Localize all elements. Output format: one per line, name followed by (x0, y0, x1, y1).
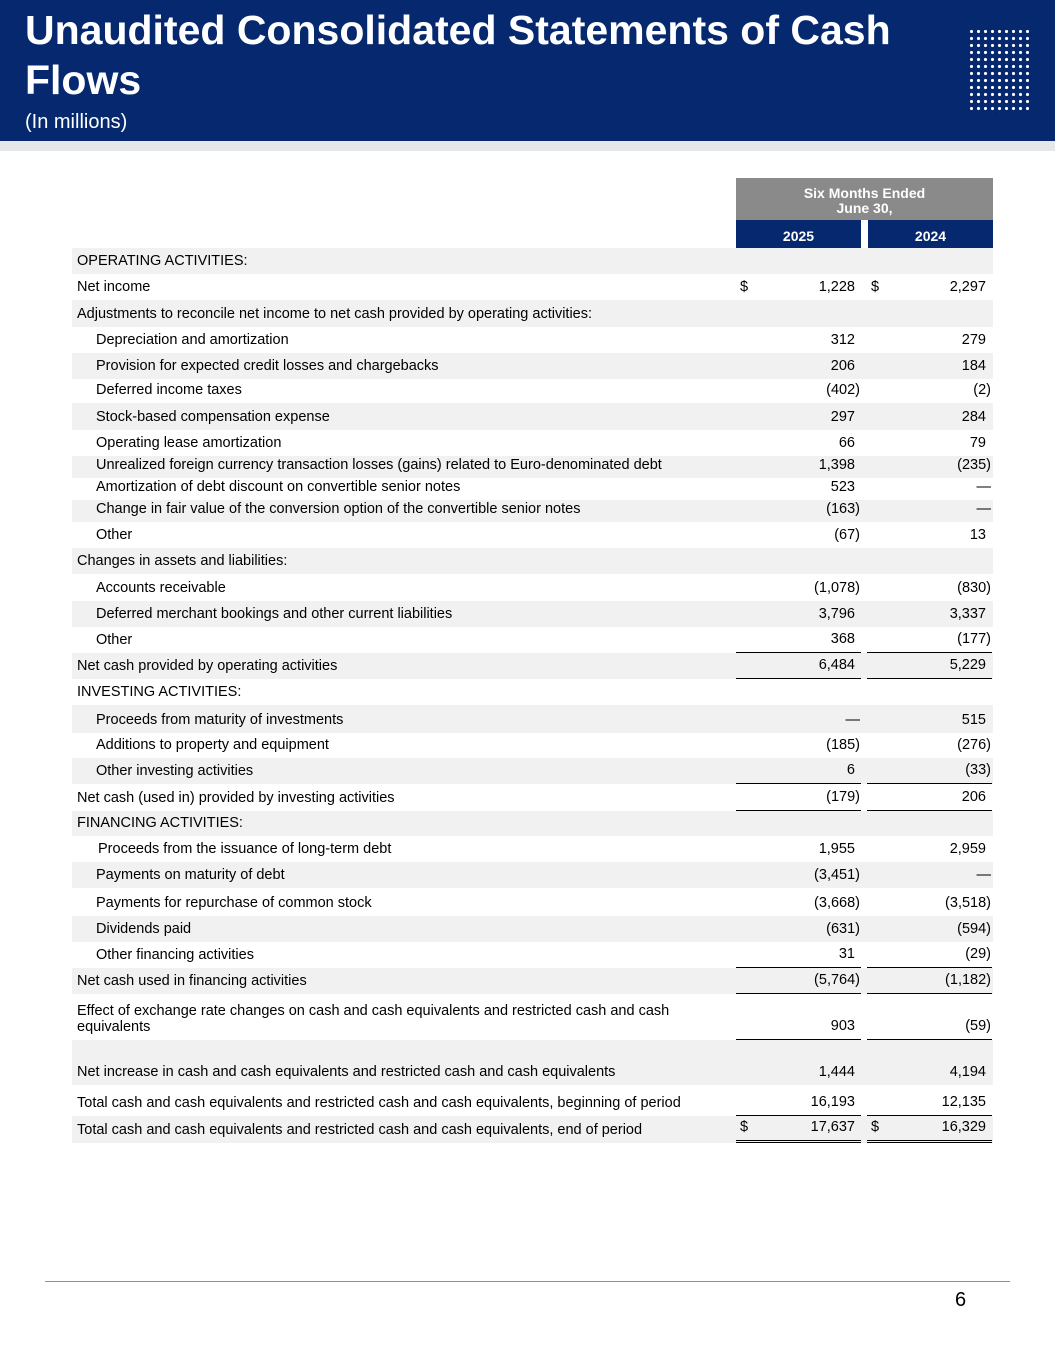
table-row (72, 1040, 993, 1085)
cell-value: 312 (830, 332, 855, 348)
table-row (72, 379, 993, 403)
page-header (0, 0, 1055, 141)
value-cell-2025 (736, 811, 861, 836)
column-header-2025: 2025 (736, 220, 861, 248)
table-row (72, 916, 993, 942)
row-label: Other financing activities (96, 947, 254, 963)
value-cell-2024 (867, 548, 992, 574)
cell-value: 31 (838, 946, 855, 962)
value-cell-2024 (867, 403, 992, 430)
cell-value: (830) (957, 580, 991, 596)
value-cell-2025 (736, 733, 861, 758)
value-cell-2025 (736, 784, 861, 811)
cell-value: 2,959 (949, 841, 986, 857)
table-row (72, 994, 993, 1040)
table-row (72, 574, 993, 601)
cell-value: 3,796 (818, 606, 855, 622)
value-cell-2024 (867, 300, 992, 327)
value-cell-2025 (736, 1116, 861, 1143)
cell-value: — (976, 479, 991, 495)
table-row (72, 784, 993, 811)
value-cell-2024 (867, 653, 992, 679)
period-label-line1: Six Months Ended (803, 185, 926, 201)
header-divider-band (0, 141, 1055, 151)
currency-symbol: $ (871, 279, 880, 295)
row-label: FINANCING ACTIVITIES: (77, 815, 243, 831)
table-row (72, 274, 993, 300)
table-row (72, 733, 993, 758)
value-cell-2025 (736, 942, 861, 968)
row-label: Stock-based compensation expense (96, 409, 330, 425)
table-row (72, 836, 993, 862)
row-label: Unrealized foreign currency transaction losses (gains) related to Euro-denominated debt (96, 457, 662, 473)
row-label: Other (96, 527, 133, 543)
value-cell-2024 (867, 836, 992, 862)
value-cell-2025 (736, 403, 861, 430)
value-cell-2025 (736, 862, 861, 888)
value-cell-2025 (736, 430, 861, 456)
table-row (72, 353, 993, 379)
value-cell-2024 (867, 942, 992, 968)
cell-value: (3,451) (814, 867, 860, 883)
table-row (72, 862, 993, 888)
page-subtitle: (In millions) (25, 111, 128, 133)
row-label: Proceeds from maturity of investments (96, 712, 344, 728)
row-label: INVESTING ACTIVITIES: (77, 684, 242, 700)
value-cell-2024 (867, 456, 992, 478)
row-label: Dividends paid (96, 921, 192, 937)
row-label: Net cash used in financing activities (77, 973, 307, 989)
value-cell-2025 (736, 274, 861, 300)
value-cell-2024 (867, 248, 992, 274)
value-cell-2024 (867, 733, 992, 758)
cell-value: (594) (957, 921, 991, 937)
cell-value: 297 (830, 409, 855, 425)
row-label: Amortization of debt discount on convertible senior notes (96, 479, 461, 495)
cell-value: 184 (961, 358, 986, 374)
value-cell-2025 (736, 248, 861, 274)
table-row (72, 500, 993, 522)
row-label: Payments for repurchase of common stock (96, 895, 372, 911)
value-cell-2024 (867, 430, 992, 456)
value-cell-2025 (736, 968, 861, 994)
currency-symbol: $ (871, 1119, 880, 1135)
value-cell-2025 (736, 758, 861, 784)
value-cell-2024 (867, 994, 992, 1040)
value-cell-2025 (736, 1085, 861, 1116)
cell-value: (3,668) (814, 895, 860, 911)
table-row (72, 403, 993, 430)
value-cell-2025 (736, 548, 861, 574)
row-label: Total cash and cash equivalents and restricted cash and cash equivalents, end of period (77, 1122, 643, 1138)
value-cell-2025 (736, 836, 861, 862)
value-cell-2024 (867, 1040, 992, 1085)
cell-value: 1,955 (818, 841, 855, 857)
cell-value: — (845, 712, 860, 728)
row-label-line1: Effect of exchange rate changes on cash and cash equivalents and restricted cash and cash (77, 1003, 670, 1019)
value-cell-2025 (736, 1040, 861, 1085)
row-label: Deferred merchant bookings and other current liabilities (96, 606, 453, 622)
cell-value: (402) (826, 382, 860, 398)
value-cell-2025 (736, 327, 861, 353)
value-cell-2025 (736, 456, 861, 478)
row-label: Other investing activities (96, 763, 254, 779)
column-group-header (736, 178, 993, 220)
cell-value: 903 (830, 1018, 855, 1034)
value-cell-2024 (867, 968, 992, 994)
cell-value: 79 (969, 435, 986, 451)
row-label: Adjustments to reconcile net income to net cash provided by operating activities: (77, 306, 593, 322)
currency-symbol: $ (740, 279, 749, 295)
value-cell-2024 (867, 758, 992, 784)
value-cell-2024 (867, 784, 992, 811)
cell-value: — (976, 867, 991, 883)
cell-value: (5,764) (814, 972, 860, 988)
cell-value: 284 (961, 409, 986, 425)
table-row (72, 300, 993, 327)
value-cell-2024 (867, 705, 992, 733)
table-row (72, 248, 993, 274)
footer-divider (45, 1281, 1010, 1282)
value-cell-2025 (736, 601, 861, 627)
cell-value: (163) (826, 501, 860, 517)
cell-value: 1,444 (818, 1064, 855, 1080)
value-cell-2024 (867, 500, 992, 522)
value-cell-2024 (867, 327, 992, 353)
value-cell-2025 (736, 705, 861, 733)
cell-value: (276) (957, 737, 991, 753)
cell-value: 6 (846, 762, 855, 778)
cell-value: 1,398 (818, 457, 855, 473)
value-cell-2024 (867, 274, 992, 300)
row-label: Net cash provided by operating activities (77, 658, 338, 674)
table-row (72, 327, 993, 353)
cell-value: 368 (830, 631, 855, 647)
value-cell-2024 (867, 379, 992, 403)
table-row (72, 679, 993, 705)
cell-value: (631) (826, 921, 860, 937)
cell-value: 4,194 (949, 1064, 986, 1080)
value-cell-2024 (867, 916, 992, 942)
value-cell-2025 (736, 653, 861, 679)
value-cell-2024 (867, 862, 992, 888)
value-cell-2024 (867, 478, 992, 500)
page-number: 6 (955, 1289, 967, 1311)
cell-value: 3,337 (949, 606, 986, 622)
period-label-line2: June 30, (836, 200, 893, 216)
value-cell-2025 (736, 300, 861, 327)
row-label: Operating lease amortization (96, 435, 282, 451)
value-cell-2024 (867, 627, 992, 653)
cell-value: (179) (826, 789, 860, 805)
row-label: Other (96, 632, 133, 648)
cell-value: (177) (957, 631, 991, 647)
row-label: Provision for expected credit losses and chargebacks (96, 358, 439, 374)
row-label: Net income (77, 279, 151, 295)
cell-value: 2,297 (949, 279, 986, 295)
value-cell-2025 (736, 994, 861, 1040)
table-row (72, 653, 993, 679)
cell-value: (1,078) (814, 580, 860, 596)
table-row (72, 478, 993, 500)
value-cell-2025 (736, 888, 861, 916)
row-label: Proceeds from the issuance of long-term debt (98, 841, 392, 857)
row-label: Net cash (used in) provided by investing activities (77, 790, 395, 806)
row-label: Deferred income taxes (96, 382, 242, 398)
row-label-line2: equivalents (77, 1019, 151, 1035)
table-row (72, 1116, 993, 1143)
value-cell-2024 (867, 601, 992, 627)
table-row (72, 888, 993, 916)
table-row (72, 522, 993, 548)
table-row (72, 430, 993, 456)
table-row (72, 1085, 993, 1116)
row-label (77, 1003, 727, 1035)
row-label: Total cash and cash equivalents and restricted cash and cash equivalents, beginning of period (77, 1095, 681, 1111)
table-row (72, 627, 993, 653)
row-label: Depreciation and amortization (96, 332, 289, 348)
table-row (72, 548, 993, 574)
table-row (72, 705, 993, 733)
row-label: Changes in assets and liabilities: (77, 553, 288, 569)
cell-value: (67) (834, 527, 860, 543)
cell-value: (3,518) (945, 895, 991, 911)
value-cell-2025 (736, 478, 861, 500)
cell-value: 66 (838, 435, 855, 451)
row-label: Accounts receivable (96, 580, 226, 596)
value-cell-2025 (736, 500, 861, 522)
value-cell-2024 (867, 353, 992, 379)
column-header-2024: 2024 (868, 220, 993, 248)
table-row (72, 456, 993, 478)
cell-value: (1,182) (945, 972, 991, 988)
value-cell-2025 (736, 574, 861, 601)
value-cell-2024 (867, 679, 992, 705)
table-row (72, 968, 993, 994)
cell-value: 17,637 (810, 1119, 855, 1135)
row-label: Net increase in cash and cash equivalents and restricted cash and cash equivalents (77, 1064, 616, 1080)
cell-value: (235) (957, 457, 991, 473)
cell-value: 16,193 (810, 1094, 855, 1110)
cell-value: 523 (830, 479, 855, 495)
row-label: Additions to property and equipment (96, 737, 329, 753)
value-cell-2024 (867, 811, 992, 836)
page-title: Unaudited Consolidated Statements of Cash Flows (25, 7, 891, 103)
value-cell-2025 (736, 627, 861, 653)
cell-value: 12,135 (941, 1094, 986, 1110)
cell-value: 206 (830, 358, 855, 374)
cell-value: — (976, 501, 991, 517)
cell-value: 6,484 (818, 657, 855, 673)
dot-pattern-decoration (968, 28, 1030, 114)
value-cell-2024 (867, 1116, 992, 1143)
value-cell-2025 (736, 522, 861, 548)
row-label: Payments on maturity of debt (96, 867, 285, 883)
value-cell-2024 (867, 888, 992, 916)
table-row (72, 758, 993, 784)
table-row (72, 811, 993, 836)
cell-value: 206 (961, 789, 986, 805)
cell-value: 1,228 (818, 279, 855, 295)
cell-value: (29) (965, 946, 991, 962)
row-label: Change in fair value of the conversion option of the convertible senior notes (96, 501, 581, 517)
cell-value: 16,329 (941, 1119, 986, 1135)
cell-value: (185) (826, 737, 860, 753)
value-cell-2024 (867, 574, 992, 601)
row-label: OPERATING ACTIVITIES: (77, 253, 248, 269)
currency-symbol: $ (740, 1119, 749, 1135)
table-row (72, 942, 993, 968)
cell-value: 279 (961, 332, 986, 348)
value-cell-2025 (736, 379, 861, 403)
value-cell-2025 (736, 679, 861, 705)
value-cell-2025 (736, 916, 861, 942)
table-row (72, 601, 993, 627)
cell-value: 515 (961, 712, 986, 728)
cell-value: (2) (973, 382, 991, 398)
value-cell-2024 (867, 1085, 992, 1116)
cell-value: 13 (969, 527, 986, 543)
cell-value: 5,229 (949, 657, 986, 673)
value-cell-2024 (867, 522, 992, 548)
cell-value: (59) (965, 1018, 991, 1034)
value-cell-2025 (736, 353, 861, 379)
cell-value: (33) (965, 762, 991, 778)
